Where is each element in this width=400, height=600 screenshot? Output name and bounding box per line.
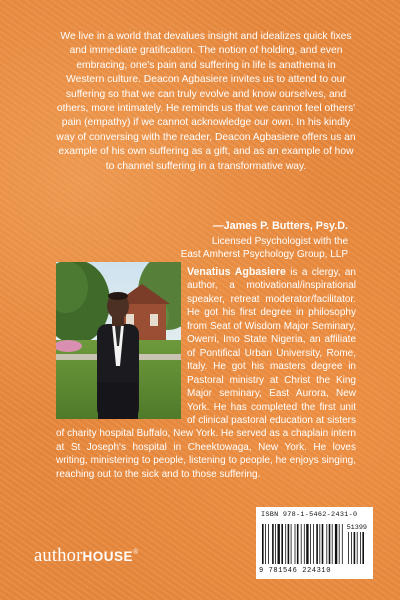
photo-float-spacer [56, 266, 187, 421]
endorsement-attribution [88, 220, 348, 262]
publisher-logo-author: author [34, 546, 83, 566]
author-name: Venatius Agbasiere [187, 266, 286, 278]
endorser-organization: East Amherst Psychology Group, LLP [180, 249, 348, 260]
endorser-title: Licensed Psychologist with the [211, 235, 348, 247]
publisher-logo [34, 546, 139, 567]
ean-number: 9 781546 224310 [259, 567, 332, 575]
publisher-logo-house: HOUSE [82, 549, 133, 564]
isbn-text: ISBN 978-1-5462-2431-0 [261, 511, 358, 519]
endorser-name: —James P. Butters, Psy.D. [212, 220, 348, 232]
endorsement-blurb [56, 30, 356, 174]
isbn-barcode [256, 507, 373, 579]
author-bio [56, 266, 356, 481]
registered-mark: ® [132, 547, 139, 556]
endorsement-text: We live in a world that devalues insight and idealizes quick fixes and immediate gratification. The notion of holding, and even embracing, one's pain and suffering in life is anathema in Western culture. Deacon Agbasiere invites us to attend to our suffering so that we can truly evolve and know ourselves, and others, more intimately. He reminds us that we cannot feel others' pain (empathy) if we cannot acknowledge our own. In his kindly way of conversing with the reader, Deacon Agbasiere offers us an example of his own suffering as a gift, and as an example of how to channel suffering in a transformative way. [56, 31, 356, 172]
author-bio-text: is a clergy, an author, a motivational/inspirational speaker, retreat moderator/facilitator. He got his first degree in philosophy from Seat of Wisdom Major Seminary, Owerri, Imo State Nigeria, an affiliate of Pontifical Urban University, Rome, Italy. He got his masters degree in Pastoral ministry at Christ the King Major seminary, East Aurora, New York. He has completed the first unit of clinical pastoral education at sisters of charity hospital Buffalo, New York. He served as a chaplain intern at St Joseph's hospital in Cheektowaga, New York. He loves writing, ministering to people, listening to people, he enjoys singing, reaching out to the sick and to those suffering. [56, 267, 356, 480]
barcode-bars [260, 522, 370, 568]
price-addon-number: 51399 [346, 524, 367, 532]
